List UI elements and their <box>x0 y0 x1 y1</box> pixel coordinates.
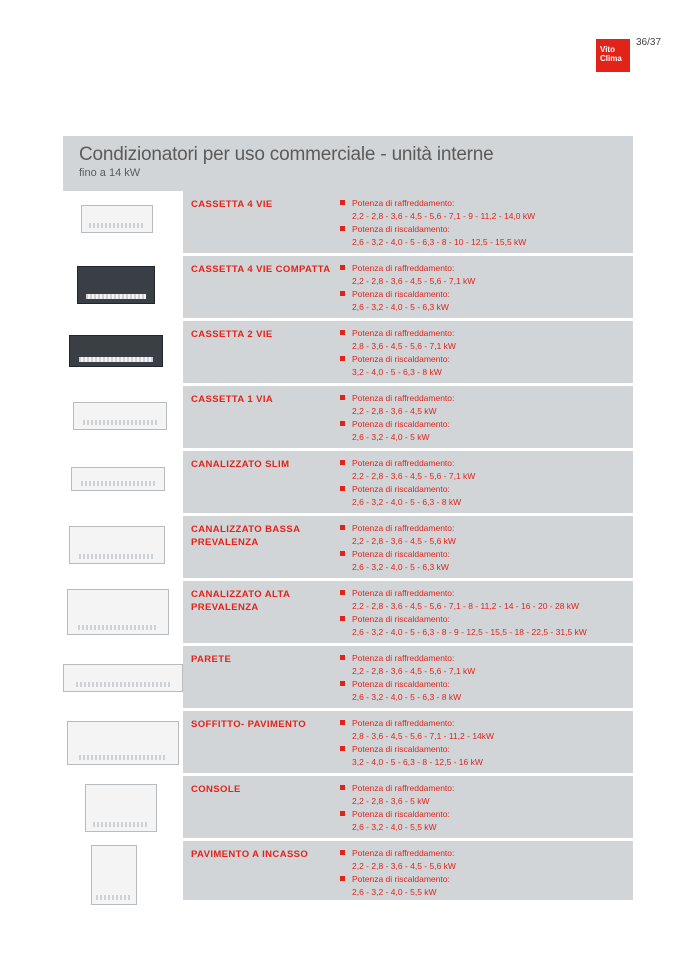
product-name: CASSETTA 4 VIE <box>191 199 273 210</box>
cooling-values: 2,2 - 2,8 - 3,6 - 5 kW <box>352 796 430 806</box>
wall-unit-icon <box>63 664 183 692</box>
cooling-label-item <box>340 717 630 730</box>
ducted-slim-icon <box>71 467 165 491</box>
cassette-1-way-icon <box>73 402 167 430</box>
cooling-label: Potenza di raffreddamento: <box>352 848 455 858</box>
bullet-icon <box>340 850 345 855</box>
product-panel <box>63 136 633 900</box>
product-image <box>63 581 183 643</box>
heating-label: Potenza di riscaldamento: <box>352 484 450 494</box>
bullet-icon <box>340 395 345 400</box>
page-title: Condizionatori per uso commerciale - unità interne <box>79 144 494 165</box>
product-image <box>63 516 183 578</box>
cooling-values: 2,2 - 2,8 - 3,6 - 4,5 - 5,6 - 7,1 - 9 - 11,2 - 14,0 kW <box>352 211 536 221</box>
cooling-label: Potenza di raffreddamento: <box>352 198 455 208</box>
cooling-values: 2,2 - 2,8 - 3,6 - 4,5 - 5,6 - 7,1 kW <box>352 276 476 286</box>
heating-label: Potenza di riscaldamento: <box>352 874 450 884</box>
product-row <box>63 646 633 711</box>
heating-values: 2,6 - 3,2 - 4,0 - 5,5 kW <box>352 822 437 832</box>
product-row <box>63 516 633 581</box>
product-image <box>63 646 183 708</box>
bullet-icon <box>340 356 345 361</box>
heating-values: 3,2 - 4,0 - 5 - 6,3 - 8 kW <box>352 367 442 377</box>
heating-values: 2,6 - 3,2 - 4,0 - 5 - 6,3 - 8 - 9 - 12,5 - 15,5 - 18 - 22,5 - 31,5 kW <box>352 627 587 637</box>
product-name: PAVIMENTO A INCASSO <box>191 849 309 860</box>
product-specs <box>340 457 630 509</box>
heating-label-item <box>340 808 630 821</box>
bullet-icon <box>340 655 345 660</box>
heating-label: Potenza di riscaldamento: <box>352 614 450 624</box>
heating-label: Potenza di riscaldamento: <box>352 679 450 689</box>
ducted-high-pressure-icon <box>67 589 169 635</box>
bullet-icon <box>340 551 345 556</box>
product-specs <box>340 652 630 704</box>
cooling-label-item <box>340 262 630 275</box>
product-row <box>63 776 633 841</box>
product-name: CANALIZZATO SLIM <box>191 459 290 470</box>
product-name: CONSOLE <box>191 784 241 795</box>
cooling-values: 2,2 - 2,8 - 3,6 - 4,5 kW <box>352 406 437 416</box>
product-name: SOFFITTO- PAVIMENTO <box>191 719 307 730</box>
product-name: PARETE <box>191 654 232 665</box>
cooling-values: 2,2 - 2,8 - 3,6 - 4,5 - 5,6 - 7,1 - 8 - 11,2 - 14 - 16 - 20 - 28 kW <box>352 601 580 611</box>
heating-label-item <box>340 613 630 626</box>
product-specs <box>340 392 630 444</box>
bullet-icon <box>340 265 345 270</box>
cooling-label-item <box>340 392 630 405</box>
heating-values: 3,2 - 4,0 - 5 - 6,3 - 8 - 12,5 - 16 kW <box>352 757 483 767</box>
brand-logo <box>596 39 630 72</box>
cooling-values: 2,2 - 2,8 - 3,6 - 4,5 - 5,6 - 7,1 kW <box>352 666 476 676</box>
cooling-label: Potenza di raffreddamento: <box>352 588 455 598</box>
bullet-icon <box>340 746 345 751</box>
cooling-label: Potenza di raffreddamento: <box>352 783 455 793</box>
cooling-values: 2,2 - 2,8 - 3,6 - 4,5 - 5,6 - 7,1 kW <box>352 471 476 481</box>
bullet-icon <box>340 200 345 205</box>
console-unit-icon <box>85 784 157 832</box>
cooling-label-item <box>340 782 630 795</box>
product-specs <box>340 522 630 574</box>
product-image <box>63 776 183 838</box>
heating-label: Potenza di riscaldamento: <box>352 419 450 429</box>
logo-line-1: Vito <box>600 45 615 54</box>
cooling-label-item <box>340 327 630 340</box>
cooling-label: Potenza di raffreddamento: <box>352 328 455 338</box>
bullet-icon <box>340 785 345 790</box>
cooling-label: Potenza di raffreddamento: <box>352 523 455 533</box>
bullet-icon <box>340 291 345 296</box>
heating-label-item <box>340 873 630 886</box>
product-row <box>63 386 633 451</box>
cooling-label: Potenza di raffreddamento: <box>352 393 455 403</box>
heating-label-item <box>340 418 630 431</box>
product-name: CANALIZZATO BASSA PREVALENZA <box>191 524 301 548</box>
ducted-low-pressure-icon <box>69 526 165 564</box>
product-row <box>63 451 633 516</box>
bullet-icon <box>340 525 345 530</box>
cooling-label: Potenza di raffreddamento: <box>352 653 455 663</box>
cooling-label-item <box>340 522 630 535</box>
bullet-icon <box>340 681 345 686</box>
heating-label: Potenza di riscaldamento: <box>352 354 450 364</box>
heating-label-item <box>340 483 630 496</box>
cooling-values: 2,8 - 3,6 - 4,5 - 5,6 - 7,1 kW <box>352 341 456 351</box>
product-row <box>63 581 633 646</box>
heating-label: Potenza di riscaldamento: <box>352 744 450 754</box>
recessed-floor-unit-icon <box>91 845 137 905</box>
heating-label: Potenza di riscaldamento: <box>352 289 450 299</box>
bullet-icon <box>340 330 345 335</box>
logo-line-2: Clima <box>600 54 622 63</box>
product-name: CASSETTA 1 VIA <box>191 394 274 405</box>
bullet-icon <box>340 590 345 595</box>
heating-label: Potenza di riscaldamento: <box>352 224 450 234</box>
cooling-values: 2,2 - 2,8 - 3,6 - 4,5 - 5,6 kW <box>352 536 456 546</box>
heating-values: 2,6 - 3,2 - 4,0 - 5 - 6,3 - 8 kW <box>352 497 462 507</box>
page-subtitle: fino a 14 kW <box>79 167 141 179</box>
product-specs <box>340 587 630 639</box>
heating-label: Potenza di riscaldamento: <box>352 549 450 559</box>
heating-label: Potenza di riscaldamento: <box>352 809 450 819</box>
cooling-label-item <box>340 587 630 600</box>
product-row <box>63 841 633 906</box>
bullet-icon <box>340 486 345 491</box>
product-image <box>63 256 183 318</box>
ceiling-floor-unit-icon <box>67 721 179 765</box>
cooling-label-item <box>340 457 630 470</box>
product-image <box>63 191 183 253</box>
cooling-values: 2,2 - 2,8 - 3,6 - 4,5 - 5,6 kW <box>352 861 456 871</box>
bullet-icon <box>340 616 345 621</box>
product-name: CASSETTA 4 VIE COMPATTA <box>191 264 331 275</box>
cooling-label-item <box>340 197 630 210</box>
product-list <box>63 191 633 906</box>
cooling-label-item <box>340 652 630 665</box>
heating-label-item <box>340 353 630 366</box>
product-image <box>63 386 183 448</box>
heating-values: 2,6 - 3,2 - 4,0 - 5 - 6,3 - 8 - 10 - 12,5 - 15,5 kW <box>352 237 527 247</box>
product-specs <box>340 847 630 899</box>
bullet-icon <box>340 421 345 426</box>
product-row <box>63 191 633 256</box>
cooling-label: Potenza di raffreddamento: <box>352 718 455 728</box>
heating-label-item <box>340 678 630 691</box>
cooling-label-item <box>340 847 630 860</box>
product-image <box>63 321 183 383</box>
cassette-4-way-icon <box>81 205 153 233</box>
bullet-icon <box>340 811 345 816</box>
heating-values: 2,6 - 3,2 - 4,0 - 5 kW <box>352 432 430 442</box>
product-row <box>63 321 633 386</box>
bullet-icon <box>340 876 345 881</box>
product-image <box>63 711 183 773</box>
product-specs <box>340 197 630 249</box>
cooling-values: 2,8 - 3,6 - 4,5 - 5,6 - 7,1 - 11,2 - 14kW <box>352 731 495 741</box>
compact-cassette-icon <box>77 266 155 304</box>
cooling-label: Potenza di raffreddamento: <box>352 263 455 273</box>
heating-label-item <box>340 548 630 561</box>
product-row <box>63 256 633 321</box>
heating-label-item <box>340 223 630 236</box>
product-specs <box>340 327 630 379</box>
heating-values: 2,6 - 3,2 - 4,0 - 5 - 6,3 - 8 kW <box>352 692 462 702</box>
product-name: CANALIZZATO ALTA PREVALENZA <box>191 589 290 613</box>
product-specs <box>340 262 630 314</box>
product-row <box>63 711 633 776</box>
heating-label-item <box>340 743 630 756</box>
bullet-icon <box>340 720 345 725</box>
product-specs <box>340 782 630 834</box>
heating-values: 2,6 - 3,2 - 4,0 - 5,5 kW <box>352 887 437 897</box>
heating-label-item <box>340 288 630 301</box>
bullet-icon <box>340 460 345 465</box>
heating-values: 2,6 - 3,2 - 4,0 - 5 - 6,3 kW <box>352 302 449 312</box>
product-image <box>63 841 183 903</box>
bullet-icon <box>340 226 345 231</box>
product-name: CASSETTA 2 VIE <box>191 329 273 340</box>
page-number: 36/37 <box>636 37 662 48</box>
product-specs <box>340 717 630 769</box>
cassette-2-way-icon <box>69 335 163 367</box>
cooling-label: Potenza di raffreddamento: <box>352 458 455 468</box>
product-image <box>63 451 183 513</box>
heating-values: 2,6 - 3,2 - 4,0 - 5 - 6,3 kW <box>352 562 449 572</box>
